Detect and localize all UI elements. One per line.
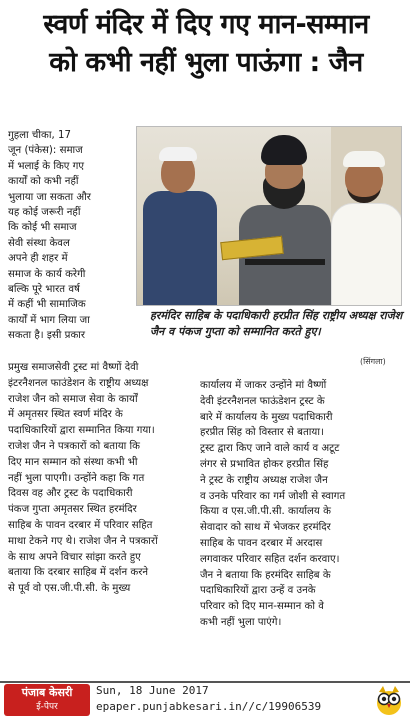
intro-line: बल्कि पूरे भारत वर्ष	[8, 284, 80, 296]
intro-line: कार्यों को कभी नहीं	[8, 176, 79, 188]
body-line: प्रमुख समाजसेवी ट्रस्ट मां वैष्णों देवी	[8, 362, 139, 373]
body-line: परिवार को दिए मान-सम्मान को वे	[200, 601, 324, 613]
body-line: लंगर से प्रभावित होकर हरप्रीत सिंह	[200, 458, 329, 470]
news-photo	[136, 126, 402, 306]
owl-mascot-icon	[374, 684, 404, 716]
body-line: दिवस वह और ट्रस्ट के पदाधिकारी	[8, 488, 133, 500]
edition-date: Sun, 18 June 2017	[96, 684, 209, 697]
body-line: में अमृतसर स्थित स्वर्ण मंदिर के	[8, 409, 123, 421]
body-line: देवी इंटरनैशनल फाऊंडेशन ट्रस्ट के	[200, 395, 325, 407]
intro-line: भुलाया जा सकता और	[8, 191, 91, 203]
photo-caption: हरमंदिर साहिब के पदाधिकारी हरप्रीत सिंह राष्ट्रीय अध्यक्ष राजेश जैन व पंकज गुप्ता को सम्मानित करते हुए।	[150, 309, 403, 338]
intro-line: यह कोई जरूरी नहीं	[8, 207, 81, 219]
photo-credit: (सिंगला)	[360, 357, 386, 366]
body-line: बारे में कार्यालय के मुख्य पदाधिकारी	[200, 411, 333, 423]
intro-line: में कहीं भी सामाजिक	[8, 299, 86, 311]
body-line: पंकज गुप्ता अमृतसर स्थित हरमंदिर	[8, 504, 137, 516]
intro-column	[8, 128, 132, 344]
body-line: से पूर्व वो एस.जी.पी.सी. के मुख्य	[8, 583, 131, 595]
intro-line: कार्यों में भाग लिया जा	[8, 314, 90, 326]
body-line: ने ट्रस्ट के राष्ट्रीय अध्यक्ष राजेश जैन	[200, 474, 328, 486]
body-line: कार्यालय में जाकर उन्होंने मां वैष्णों	[200, 380, 327, 391]
article-body-left	[8, 360, 194, 597]
body-line: जैन ने बताया कि हरमंदिर साहिब के	[200, 569, 331, 581]
body-line: साहिब के पावन दरबार में अरदास	[200, 537, 323, 549]
intro-line: जून (पंकेस): समाज	[8, 145, 83, 157]
body-line: हरप्रीत सिंह को विस्तार से बताया।	[200, 427, 324, 439]
body-line: पदाधिकारियों द्वारा उन्हें व उनके	[200, 585, 316, 597]
brand-logo[interactable]	[4, 684, 90, 716]
body-line: राजेश जैन ने पत्रकारों को बताया कि	[8, 440, 141, 452]
headline-line-1: स्वर्ण मंदिर में दिए गए मान-सम्मान	[43, 9, 369, 40]
brand-subtitle: ई-पेपर	[36, 702, 58, 712]
headline	[8, 6, 404, 82]
headline-line-2: को कभी नहीं भुला पाऊंगा : जैन	[49, 47, 363, 78]
body-line: के साथ अपने विचार सांझा करते हुए	[8, 551, 141, 563]
body-line: दिए मान सम्मान को संस्था कभी भी	[8, 456, 138, 468]
body-line: इंटरनैशनल फाउंडेशन के राष्ट्रीय अध्यक्ष	[8, 377, 149, 389]
body-line: कभी नहीं भुला पाएंगे।	[200, 616, 282, 628]
epaper-url-link[interactable]: epaper.punjabkesari.in//c/19906539	[96, 700, 322, 713]
intro-line: समाज के कार्य करेगी	[8, 268, 86, 280]
intro-line: में भलाई के किए गए	[8, 160, 85, 172]
body-line: ट्रस्ट द्वारा किए जाने वाले कार्य व अटूट	[200, 443, 340, 455]
body-line: पदाधिकारियों द्वारा सम्मानित किया गया।	[8, 425, 155, 437]
intro-line: अपने ही शहर में	[8, 253, 68, 265]
intro-line: गुहला चीका, 17	[8, 130, 71, 141]
body-line: साहिब के पावन दरबार में परिवार सहित	[8, 519, 153, 531]
body-line: सेवादार को साथ में भेजकर हरमंदिर	[200, 522, 331, 534]
body-line: माथा टेकने गए थे। राजेश जैन ने पत्रकारों	[8, 535, 158, 547]
body-line: किया व एस.जी.पी.सी. कार्यालय के	[200, 506, 331, 518]
intro-line: कि कोई भी समाज	[8, 222, 77, 234]
intro-line: सेवी संस्था केवल	[8, 237, 70, 249]
body-line: लगवाकर परिवार सहित दर्शन करवाए।	[200, 553, 340, 565]
body-line: बताया कि दरबार साहिब में दर्शन करने	[8, 567, 149, 579]
body-line: व उनके परिवार का गर्म जोशी से स्वागत	[200, 490, 346, 502]
brand-name: पंजाब केसरी	[21, 686, 73, 699]
body-line: नहीं भुला पाएगी। उन्होंने कहा कि गत	[8, 472, 145, 484]
body-line: राजेश जैन को समाज सेवा के कार्यों	[8, 393, 138, 405]
article-body-right	[200, 378, 404, 631]
intro-line: सकता है। इसी प्रकार	[8, 330, 86, 342]
